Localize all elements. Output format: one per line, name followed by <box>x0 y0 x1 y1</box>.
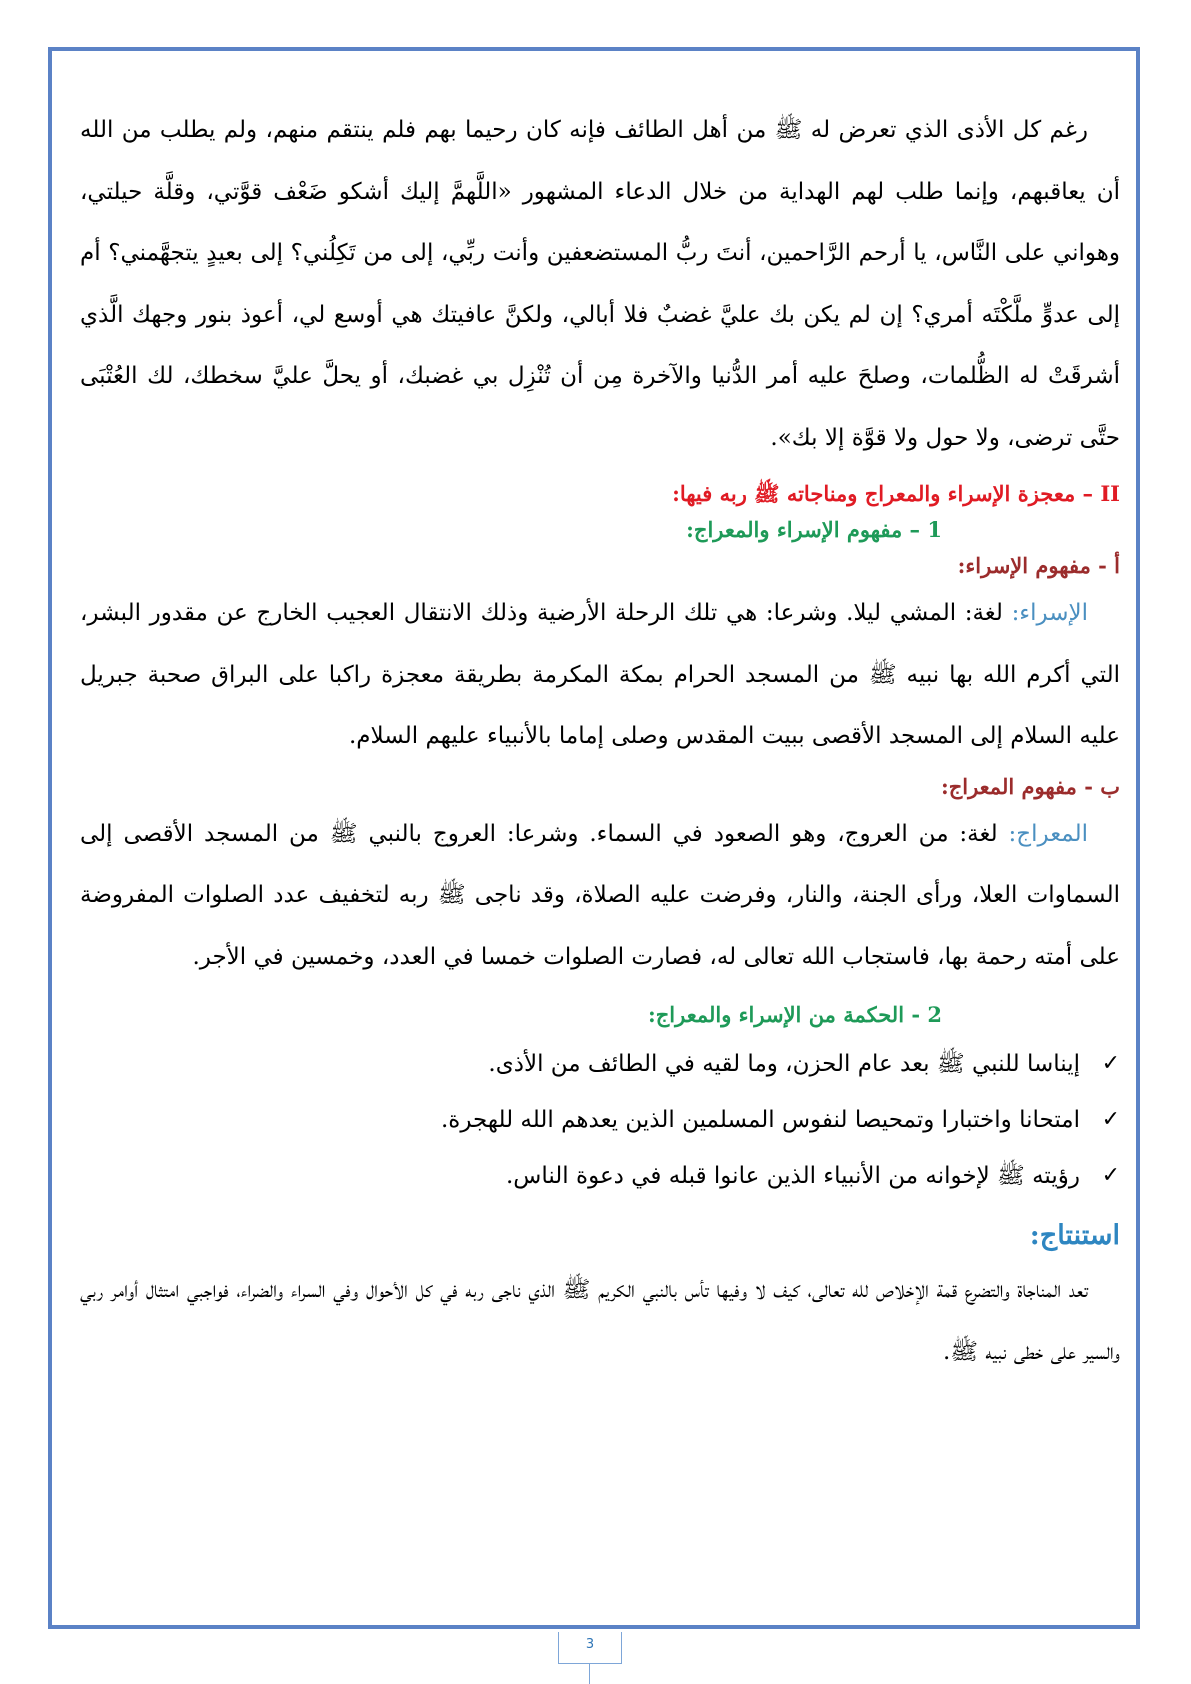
conclusion-title: استنتاج: <box>1029 1220 1120 1251</box>
section-ii-title: II – معجزة الإسراء والمعراج ومناجاته ﷺ ربه فيها: <box>672 481 1120 506</box>
miraj-text: لغة: من العروج، وهو الصعود في السماء. وشرعا: العروج بالنبي ﷺ من المسجد الأقصى إلى السماوات العلا، ورأى الجنة، والنار، وفرضت عليه الصلاة، وقد ناجى ﷺ ربه لتخفيف عدد الصلوات المفروضة على أمته رحمة بها، فاستجاب الله تعالى له، فصارت الصلوات خمسا في العدد، وخمسين في الأجر. <box>80 820 1120 970</box>
wisdom-item-text: امتحانا واختبارا وتمحيصا لنفوس المسلمين الذين يعدهم الله للهجرة. <box>440 1107 1080 1133</box>
subsection-1-title: 1 – مفهوم الإسراء والمعراج: <box>686 517 942 542</box>
checkmark-icon: ✓ <box>1101 1163 1120 1188</box>
page-number-divider <box>589 1664 590 1684</box>
page-content <box>80 100 1120 1383</box>
checkmark-icon: ✓ <box>1101 1107 1120 1132</box>
conclusion-paragraph: تعد المناجاة والتضرع قمة الإخلاص لله تعالى، كيف لا وفيها تأس بالنبي الكريم ﷺ الذي ناجى ربه في كل الأحوال وفي السراء والضراء، فواجبي امتثال أوامر ربي والسير على خطى نبيه ﷺ. <box>80 1277 1120 1365</box>
miraj-term: المعراج: <box>1008 820 1088 847</box>
wisdom-list <box>80 1036 1120 1204</box>
list-item <box>80 1036 1120 1092</box>
page-number: 3 <box>558 1632 622 1664</box>
miraj-paragraph <box>80 804 1120 989</box>
intro-paragraph: رغم كل الأذى الذي تعرض له ﷺ من أهل الطائف فإنه كان رحيما بهم فلم ينتقم منهم، ولم يطلب من الله أن يعاقبهم، وإنما طلب لهم الهداية من خلال الدعاء المشهور «اللَّهمَّ إليك أشكو ضَعْف قوَّتي، وقلَّة حيلتي، وهواني على النَّاس، يا أرحم الرَّاحمين، أنتَ ربُّ المستضعفين وأنت ربِّي، إلى من تَكِلُني؟ إلى بعيدٍ يتجهَّمني؟ أم إلى عدوٍّ ملَّكْتَه أمري؟ إن لم يكن بك عليَّ غضبٌ فلا أبالي، ولكنَّ عافيتك هي أوسع لي، أعوذ بنور وجهك الَّذي أشرقَتْ له الظُّلمات، وصلحَ عليه أمر الدُّنيا والآخرة مِن أن تُنْزِل بي غضبك، أو يحلَّ عليَّ سخطك، لك العُتْبَى حتَّى ترضى، ولا حول ولا قوَّة إلا بك». <box>80 117 1120 451</box>
subsection-2-title: 2 - الحكمة من الإسراء والمعراج: <box>648 1002 942 1027</box>
list-item <box>80 1092 1120 1148</box>
isra-paragraph <box>80 583 1120 768</box>
wisdom-item-text: إيناسا للنبي ﷺ بعد عام الحزن، وما لقيه في الطائف من الأذى. <box>488 1051 1080 1077</box>
wisdom-item-text: رؤيته ﷺ لإخوانه من الأنبياء الذين عانوا قبله في دعوة الناس. <box>505 1163 1080 1189</box>
sub-a-title: أ - مفهوم الإسراء: <box>957 553 1120 578</box>
checkmark-icon: ✓ <box>1101 1051 1120 1076</box>
sub-b-title: ب - مفهوم المعراج: <box>940 773 1120 799</box>
isra-text: لغة: المشي ليلا. وشرعا: هي تلك الرحلة الأرضية وذلك الانتقال العجيب الخارج عن مقدور البشر، التي أكرم الله بها نبيه ﷺ من المسجد الحرام بمكة المكرمة بطريقة معجزة راكبا على البراق صحبة جبريل عليه السلام إلى المسجد الأقصى ببيت المقدس وصلى إماما بالأنبياء عليهم السلام. <box>80 600 1120 749</box>
list-item <box>80 1148 1120 1204</box>
isra-term: الإسراء: <box>1011 600 1088 626</box>
